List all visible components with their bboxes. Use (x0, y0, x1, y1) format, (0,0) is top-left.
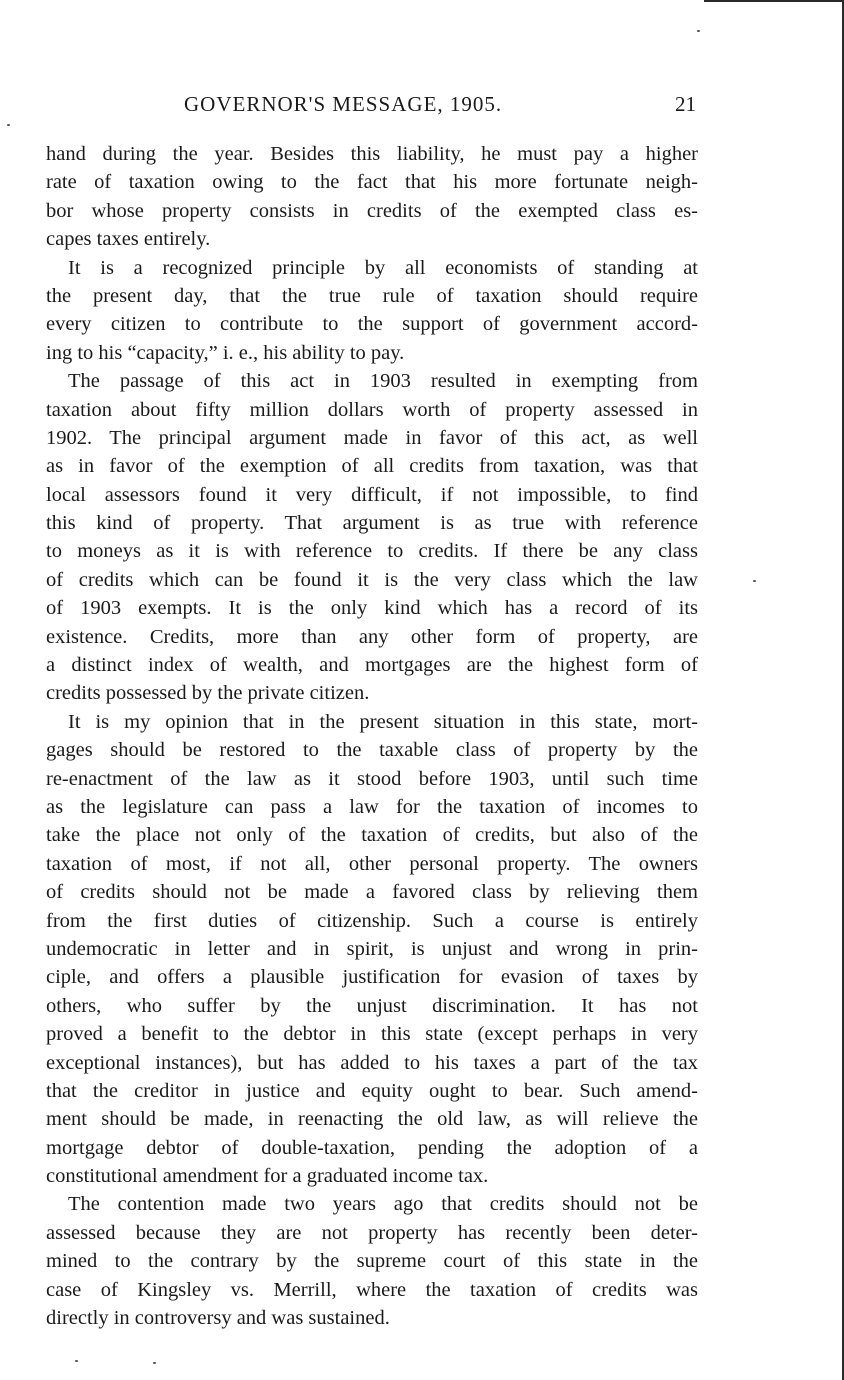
top-edge-rule (704, 0, 844, 2)
text-line: of 1903 exempts. It is the only kind which has a record of its (46, 597, 698, 620)
text-line: gages should be restored to the taxable class of property by the (46, 739, 698, 762)
scan-speck (75, 1360, 78, 1362)
text-line: The passage of this act in 1903 resulted in exempting from (68, 370, 698, 393)
text-line: this kind of property. That argument is as true with reference (46, 512, 698, 535)
text-line: that the creditor in justice and equity ought to bear. Such amend- (46, 1079, 698, 1102)
text-line: It is a recognized principle by all economists of standing at (68, 256, 698, 279)
text-line: existence. Credits, more than any other form of property, are (46, 625, 698, 648)
text-line: bor whose property consists in credits of the exempted class es- (46, 199, 698, 222)
text-line: case of Kingsley vs. Merrill, where the taxation of credits was (46, 1278, 698, 1301)
text-line: take the place not only of the taxation of credits, but also of the (46, 824, 698, 847)
text-line: rate of taxation owing to the fact that his more fortunate neigh- (46, 171, 698, 194)
text-line: taxation about fifty million dollars worth of property assessed in (46, 398, 698, 421)
text-line: constitutional amendment for a graduated income tax. (46, 1165, 489, 1188)
paragraph (46, 254, 698, 368)
text-line: ment should be made, in reenacting the old law, as will relieve the (46, 1108, 698, 1131)
text-line: taxation of most, if not all, other personal property. The owners (46, 852, 698, 875)
text-line: exceptional instances), but has added to his taxes a part of the tax (46, 1051, 698, 1074)
paragraph (46, 367, 698, 708)
text-line: undemocratic in letter and in spirit, is unjust and wrong in prin- (46, 937, 698, 960)
text-line: a distinct index of wealth, and mortgages are the highest form of (46, 654, 698, 677)
text-line: every citizen to contribute to the support of government accord- (46, 313, 698, 336)
text-line: of credits should not be made a favored class by relieving them (46, 881, 698, 904)
text-line: others, who suffer by the unjust discrimination. It has not (46, 994, 698, 1017)
paragraph (46, 708, 698, 1191)
text-line: of credits which can be found it is the very class which the law (46, 568, 698, 591)
text-line: mined to the contrary by the supreme court of this state in the (46, 1250, 698, 1273)
text-line: 1902. The principal argument made in favor of this act, as well (46, 426, 698, 449)
text-line: directly in controversy and was sustained. (46, 1307, 390, 1330)
text-line: proved a benefit to the debtor in this state (except perhaps in very (46, 1023, 698, 1046)
scan-speck (7, 124, 10, 126)
running-title: GOVERNOR'S MESSAGE, 1905. (184, 92, 503, 116)
scan-speck (697, 30, 700, 32)
text-line: hand during the year. Besides this liability, he must pay a higher (46, 143, 698, 165)
text-line: to moneys as it is with reference to credits. If there be any class (46, 540, 698, 563)
text-line: It is my opinion that in the present situation in this state, mort- (68, 710, 698, 733)
body-text (46, 140, 698, 1332)
page-number: 21 (675, 92, 696, 116)
scan-speck (153, 1362, 156, 1364)
text-line: the present day, that the true rule of taxation should require (46, 284, 698, 307)
text-line: as in favor of the exemption of all credits from taxation, was that (46, 455, 698, 478)
page-header (46, 92, 696, 122)
scan-speck (753, 580, 756, 582)
text-line: ciple, and offers a plausible justification for evasion of taxes by (46, 966, 698, 989)
text-line: The contention made two years ago that credits should not be (68, 1193, 698, 1216)
text-line: as the legislature can pass a law for the taxation of incomes to (46, 795, 698, 818)
text-line: mortgage debtor of double-taxation, pending the adoption of a (46, 1136, 698, 1159)
text-line: credits possessed by the private citizen. (46, 682, 370, 705)
text-line: from the first duties of citizenship. Such a course is entirely (46, 909, 698, 932)
text-line: ing to his “capacity,” i. e., his ability to pay. (46, 341, 405, 364)
paragraph (46, 1190, 698, 1332)
text-line: assessed because they are not property has recently been deter- (46, 1221, 698, 1244)
text-line: re-enactment of the law as it stood before 1903, until such time (46, 767, 698, 790)
paragraph (46, 140, 698, 254)
text-line: capes taxes entirely. (46, 228, 211, 251)
text-line: local assessors found it very difficult, if not impossible, to find (46, 483, 698, 506)
